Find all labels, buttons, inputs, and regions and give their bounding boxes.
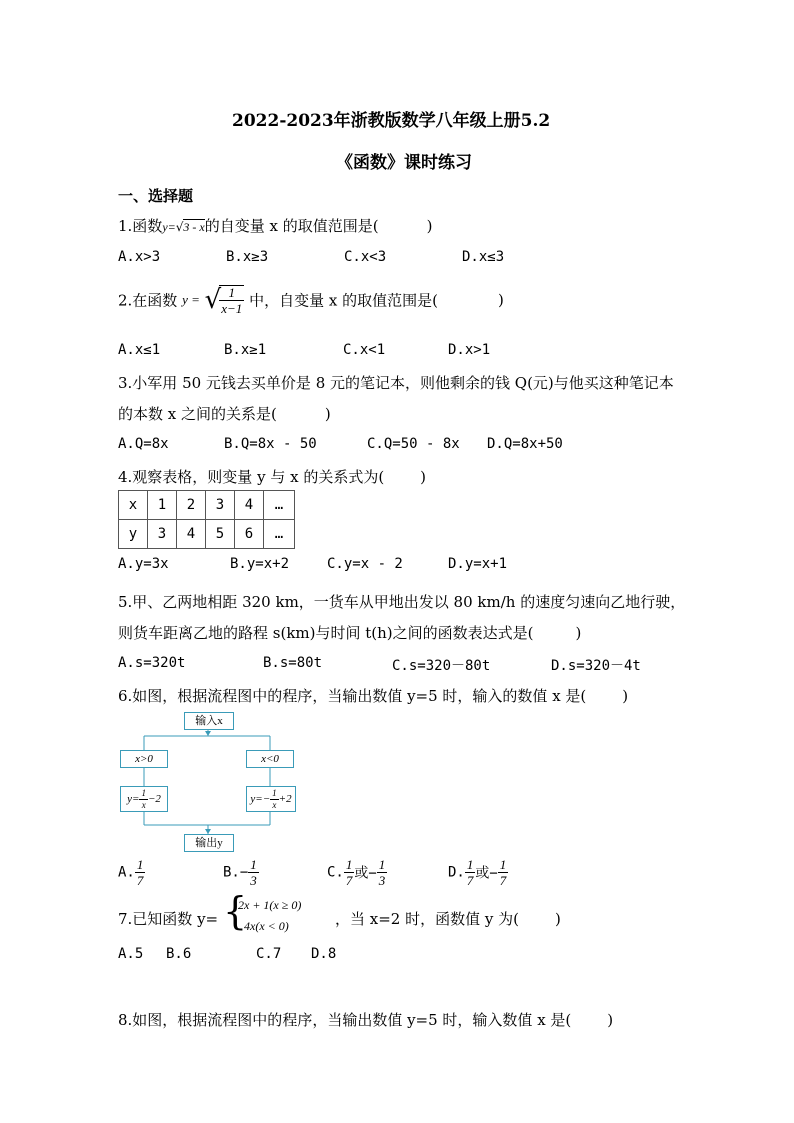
q3-option-c[interactable]: C.Q=50 - 8x <box>367 436 460 452</box>
q6-option-a[interactable] <box>118 858 145 887</box>
q6-a-letter: A. <box>118 864 135 881</box>
q6-c-num1: 1 <box>345 857 353 872</box>
q7-case1: 2x + 1(x ≥ 0) <box>238 898 302 912</box>
q6-flowchart <box>118 710 308 860</box>
q6-c-num2: 1 <box>378 857 386 872</box>
page-title-line2: 《函数》课时练习 <box>336 153 472 173</box>
flow-right-tail: +2 <box>278 793 292 805</box>
q4-cell: 4 <box>235 491 264 520</box>
q4-cell: x <box>119 491 148 520</box>
q6-c-den1: 7 <box>345 873 353 888</box>
q4-cell: 2 <box>177 491 206 520</box>
q2-den: x−1 <box>221 301 243 316</box>
q8-stem-text: 8.如图，根据流程图中的程序，当输出数值 y=5 时，输入数值 x 是( <box>118 1011 572 1029</box>
q5-option-d[interactable]: D.s=320－4t <box>551 658 641 674</box>
q4-cell: 1 <box>148 491 177 520</box>
question-1-stem <box>118 215 432 236</box>
q5-close: ) <box>575 624 582 642</box>
question-5-line2 <box>118 622 581 643</box>
q2-suffix: 中，自变量 x 的取值范围是( <box>249 291 438 310</box>
q6-b-letter: B. <box>223 864 240 881</box>
q7-case2: 4x(x < 0) <box>244 919 289 933</box>
q4-cell: 6 <box>235 520 264 549</box>
flow-right-formula <box>246 786 296 812</box>
q6-d-num1: 1 <box>466 857 474 872</box>
q2-radical-body <box>219 285 244 315</box>
flow-left-tail: −2 <box>147 793 161 805</box>
flow-input-box: 输入x <box>184 712 234 730</box>
q4-option-b[interactable]: B.y=x+2 <box>230 556 290 572</box>
question-2-stem <box>118 285 504 315</box>
q6-d-or: 或− <box>475 865 498 882</box>
question-6-stem <box>118 685 628 706</box>
q7-option-b[interactable]: B.6 <box>166 946 192 962</box>
q4-cell: 3 <box>148 520 177 549</box>
q7-option-c[interactable]: C.7 <box>256 946 282 962</box>
section-heading: 一、选择题 <box>118 187 194 205</box>
q1-prefix: 1.函数 <box>118 217 163 235</box>
q6-d-den2: 7 <box>499 873 507 888</box>
q2-option-c[interactable]: C.x<1 <box>343 342 386 358</box>
q4-table-row <box>119 520 295 549</box>
q1-radicand: 3 - x <box>183 220 205 234</box>
q4-cell: 5 <box>206 520 235 549</box>
q4-option-d[interactable]: D.y=x+1 <box>448 556 508 572</box>
q7-close: ) <box>554 910 561 928</box>
q6-c-letter: C. <box>327 864 344 881</box>
q6-b-sign: − <box>239 864 249 881</box>
q6-close: ) <box>622 687 629 705</box>
q1-sqrt: √3 - x <box>175 220 205 234</box>
q6-d-den1: 7 <box>466 873 474 888</box>
q4-cell: … <box>264 520 295 549</box>
flow-left-formula <box>120 786 168 812</box>
q4-stem-text: 4.观察表格，则变量 y 与 x 的关系式为( <box>118 468 385 486</box>
q3-option-a[interactable]: A.Q=8x <box>118 436 169 452</box>
q3-option-d[interactable]: D.Q=8x+50 <box>487 436 563 452</box>
flow-right-condition: x<0 <box>246 750 294 768</box>
q6-a-num: 1 <box>136 857 144 872</box>
q4-cell: … <box>264 491 295 520</box>
q6-c-or: 或− <box>354 865 377 882</box>
q6-option-b[interactable] <box>223 858 259 887</box>
q4-table-row <box>119 491 295 520</box>
q6-d-letter: D. <box>448 864 465 881</box>
q1-expr-y: y= <box>162 220 176 234</box>
q1-option-c[interactable]: C.x<3 <box>344 249 387 265</box>
flow-output-box: 输出y <box>184 834 234 852</box>
q5-option-b[interactable]: B.s=80t <box>263 655 323 671</box>
q2-num: 1 <box>219 286 244 301</box>
q7-brace: { <box>223 889 248 933</box>
q1-option-b[interactable]: B.x≥3 <box>226 249 269 265</box>
q2-option-d[interactable]: D.x>1 <box>448 342 491 358</box>
q2-prefix: 2.在函数 <box>118 291 178 310</box>
q6-option-d[interactable] <box>448 858 508 887</box>
q4-cell: 4 <box>177 520 206 549</box>
q6-stem-text: 6.如图，根据流程图中的程序，当输出数值 y=5 时，输入的数值 x 是( <box>118 687 587 705</box>
question-3-line1: 3.小军用 50 元钱去买单价是 8 元的笔记本，则他剩余的钱 Q(元)与他买这种笔记本 <box>118 374 674 392</box>
q7-prefix: 7.已知函数 y= <box>118 910 219 928</box>
q8-close: ) <box>607 1011 614 1029</box>
q1-option-d[interactable]: D.x≤3 <box>462 249 505 265</box>
page-title-line1: 2022-2023年浙教版数学八年级上册5.2 <box>232 111 551 131</box>
flow-right-frac-num: 1 <box>272 787 277 798</box>
question-5-line1: 5.甲、乙两地相距 320 km，一货车从甲地出发以 80 km/h 的速度匀速向乙地行驶， <box>118 593 686 611</box>
q5-line2-text: 则货车距离乙地的路程 s(km)与时间 t(h)之间的函数表达式是( <box>118 624 534 642</box>
q1-option-a[interactable]: A.x>3 <box>118 249 161 265</box>
q6-d-num2: 1 <box>499 857 507 872</box>
flow-left-frac-num: 1 <box>141 787 146 798</box>
q6-option-c[interactable] <box>327 858 387 887</box>
q2-option-a[interactable]: A.x≤1 <box>118 342 161 358</box>
question-3-line2 <box>118 403 331 424</box>
q5-option-a[interactable]: A.s=320t <box>118 655 186 671</box>
q7-suffix-wrap <box>335 908 561 929</box>
q4-close: ) <box>420 468 427 486</box>
flow-right-y: y=− <box>250 793 271 805</box>
q3-line2-text: 的本数 x 之间的关系是( <box>118 405 277 423</box>
flow-left-condition: x>0 <box>120 750 168 768</box>
q4-cell: y <box>119 520 148 549</box>
q4-cell: 3 <box>206 491 235 520</box>
q7-suffix: ，当 x=2 时，函数值 y 为( <box>335 910 519 928</box>
q3-close: ) <box>324 405 331 423</box>
q6-b-num: 1 <box>250 857 257 872</box>
q2-close: ) <box>497 291 504 309</box>
flow-right-frac-den: x <box>272 799 277 810</box>
flow-left-frac-den: x <box>141 799 146 810</box>
q2-option-b[interactable]: B.x≥1 <box>224 342 267 358</box>
q5-option-c[interactable]: C.s=320－80t <box>392 658 491 674</box>
q4-option-c[interactable]: C.y=x - 2 <box>327 556 403 572</box>
q7-option-d[interactable]: D.8 <box>311 946 337 962</box>
q1-close: ) <box>426 217 433 235</box>
q3-option-b[interactable]: B.Q=8x - 50 <box>224 436 317 452</box>
q1-suffix: 的自变量 x 的取值范围是( <box>204 217 379 235</box>
q2-sqrt: √ <box>204 285 222 315</box>
q6-a-den: 7 <box>136 873 144 888</box>
q6-b-den: 3 <box>250 873 257 888</box>
q6-c-den2: 3 <box>378 873 386 888</box>
q7-option-a[interactable]: A.5 <box>118 946 144 962</box>
question-8-stem <box>118 1009 613 1030</box>
flow-left-y: y= <box>127 793 140 805</box>
q2-expr-y: y = <box>182 292 200 307</box>
question-4-stem <box>118 466 426 487</box>
q4-table <box>118 490 295 549</box>
q4-option-a[interactable]: A.y=3x <box>118 556 169 572</box>
